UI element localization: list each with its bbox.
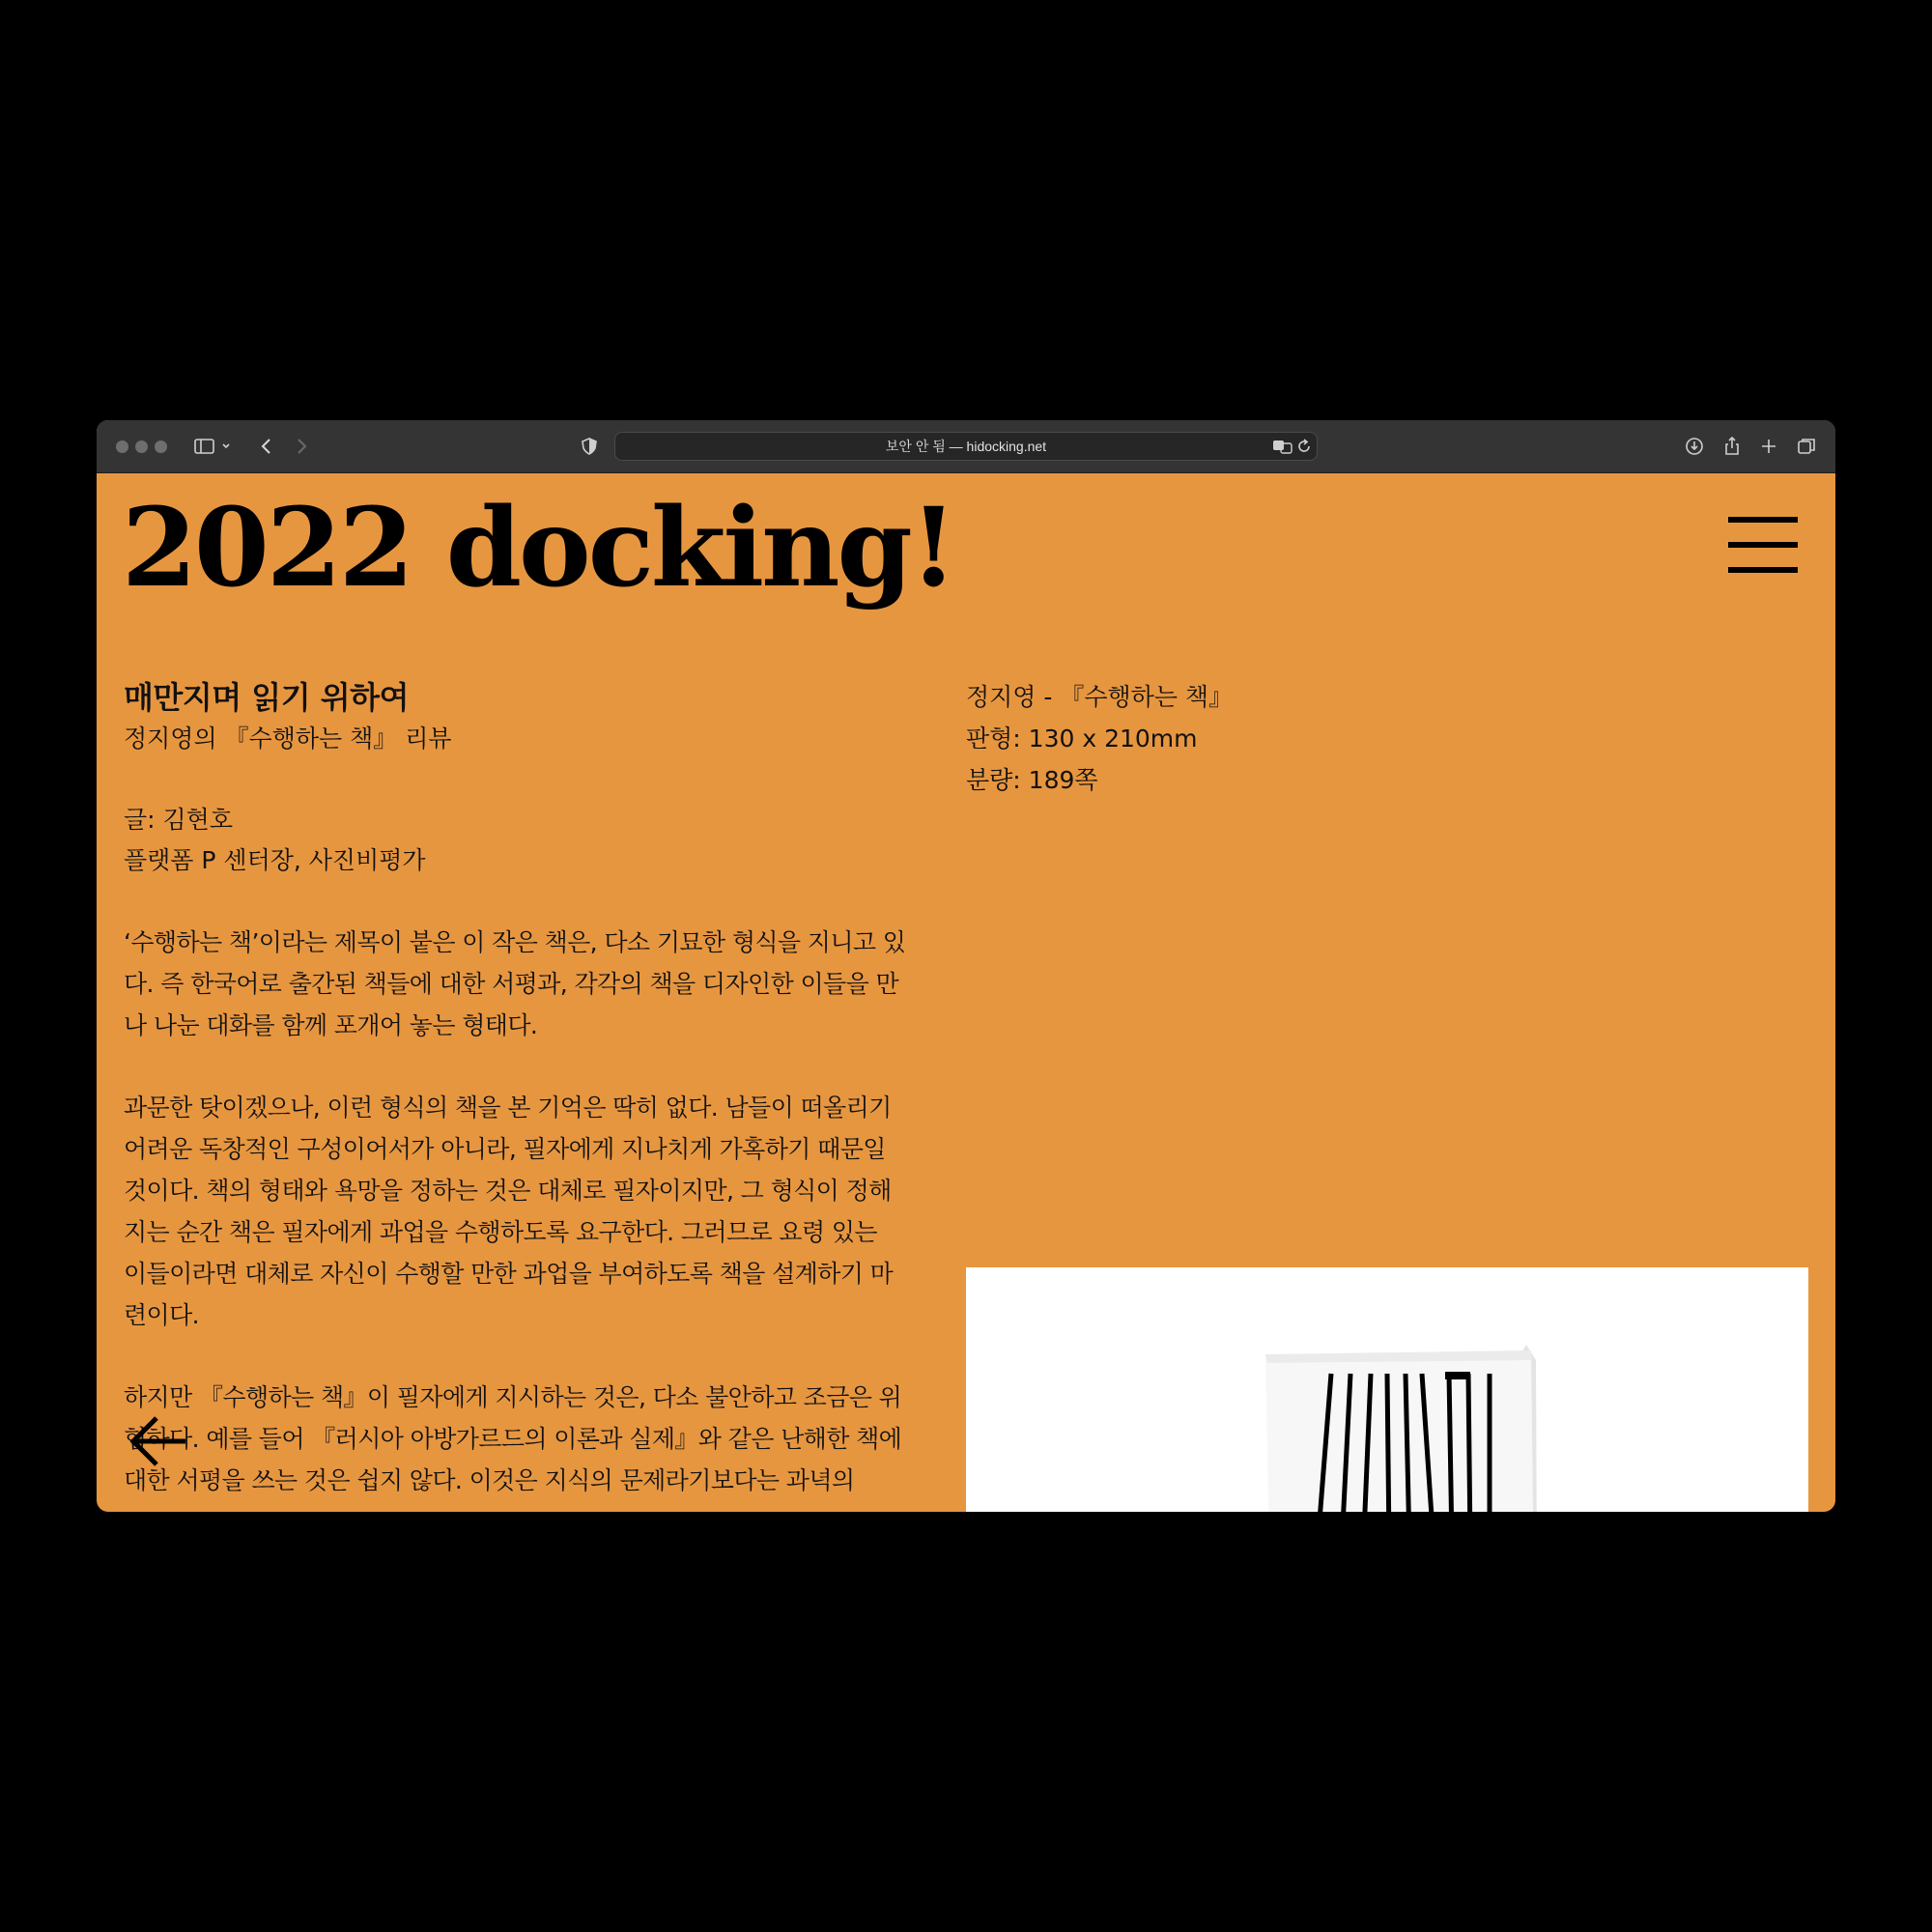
article-subtitle: 정지영의 『수행하는 책』 리뷰 [124, 724, 452, 753]
book-title-line: 정지영 - 『수행하는 책』 [966, 683, 1234, 711]
privacy-report-button[interactable] [578, 435, 601, 458]
address-bar[interactable] [614, 432, 1318, 461]
window-zoom-button[interactable] [155, 440, 167, 453]
tab-overview-button[interactable] [1795, 435, 1818, 458]
article-paragraph: 하지만 『수행하는 책』이 필자에게 지시하는 것은, 다소 불안하고 조금은 위험하다. 예를 들어 『러시아 아방가르드의 이론과 실제』와 같은 난해한 책에 대한 서평을 쓰는 것은 쉽지 않다. 이것은 지식의 문제라기보다는 과녁의 [124, 1383, 902, 1494]
window-close-button[interactable] [116, 440, 128, 453]
back-button[interactable] [255, 435, 278, 458]
window-minimize-button[interactable] [135, 440, 148, 453]
author-role: 플랫폼 P 센터장, 사진비평가 [124, 846, 426, 874]
reload-icon [1294, 435, 1314, 458]
reload-button[interactable] [1294, 435, 1314, 458]
address-text: 보안 안 됨 — hidocking.net [885, 439, 1047, 454]
sidebar-icon [193, 435, 236, 458]
share-icon [1720, 435, 1744, 458]
back-arrow-button[interactable] [129, 1415, 187, 1467]
new-tab-button[interactable] [1757, 435, 1780, 458]
share-button[interactable] [1720, 435, 1744, 458]
book-format-line: 판형: 130 x 210mm [966, 724, 1198, 753]
chevron-right-icon [290, 435, 313, 458]
byline [124, 800, 906, 881]
article-paragraph: ‘수행하는 책’이라는 제목이 붙은 이 작은 책은, 다소 기묘한 형식을 지니고 있다. 즉 한국어로 출간된 책들에 대한 서평과, 각각의 책을 디자인한 이들을 만나 나눈 대화를 함께 포개어 놓는 형태다. [124, 928, 906, 1039]
article-paragraph: 과문한 탓이겠으나, 이런 형식의 책을 본 기억은 딱히 없다. 남들이 떠올리기 어려운 독창적인 구성이어서가 아니라, 필자에게 지나치게 가혹하기 때문일 것이다. 책의 형태와 욕망을 정하는 것은 대체로 필자이지만, 그 형식이 정해지는 순간 책은 필자에게 과업을 수행하도록 요구한다. 그러므로 요령 있는 이들이라면 대체로 자신이 수행할 만한 과업을 부여하도록 책을 설계하기 마련이다. [124, 1094, 894, 1329]
book-info [966, 676, 1808, 801]
download-icon [1683, 435, 1706, 458]
site-title[interactable]: 2022 docking! [122, 485, 954, 611]
book-pages-line: 분량: 189쪽 [966, 766, 1098, 794]
arrow-left-icon [129, 1415, 187, 1467]
downloads-button[interactable] [1683, 435, 1706, 458]
menu-button[interactable] [1728, 517, 1798, 573]
translate-button[interactable] [1272, 435, 1293, 458]
article-title: 매만지며 읽기 위하여 [124, 679, 409, 716]
hamburger-menu-icon [1728, 517, 1798, 573]
book-cover-photo [966, 1267, 1808, 1512]
sidebar-toggle-button[interactable] [193, 435, 236, 458]
plus-icon [1757, 435, 1780, 458]
forward-button[interactable] [290, 435, 313, 458]
browser-toolbar [97, 420, 1835, 473]
browser-window [97, 420, 1835, 1512]
web-page [97, 473, 1835, 1512]
book-cover-illustration [966, 1267, 1808, 1512]
author-line: 글: 김현호 [124, 806, 233, 834]
chevron-left-icon [255, 435, 278, 458]
article-column [124, 676, 906, 1501]
translate-icon [1272, 435, 1293, 458]
tabs-overview-icon [1795, 435, 1818, 458]
shield-icon [578, 435, 601, 458]
